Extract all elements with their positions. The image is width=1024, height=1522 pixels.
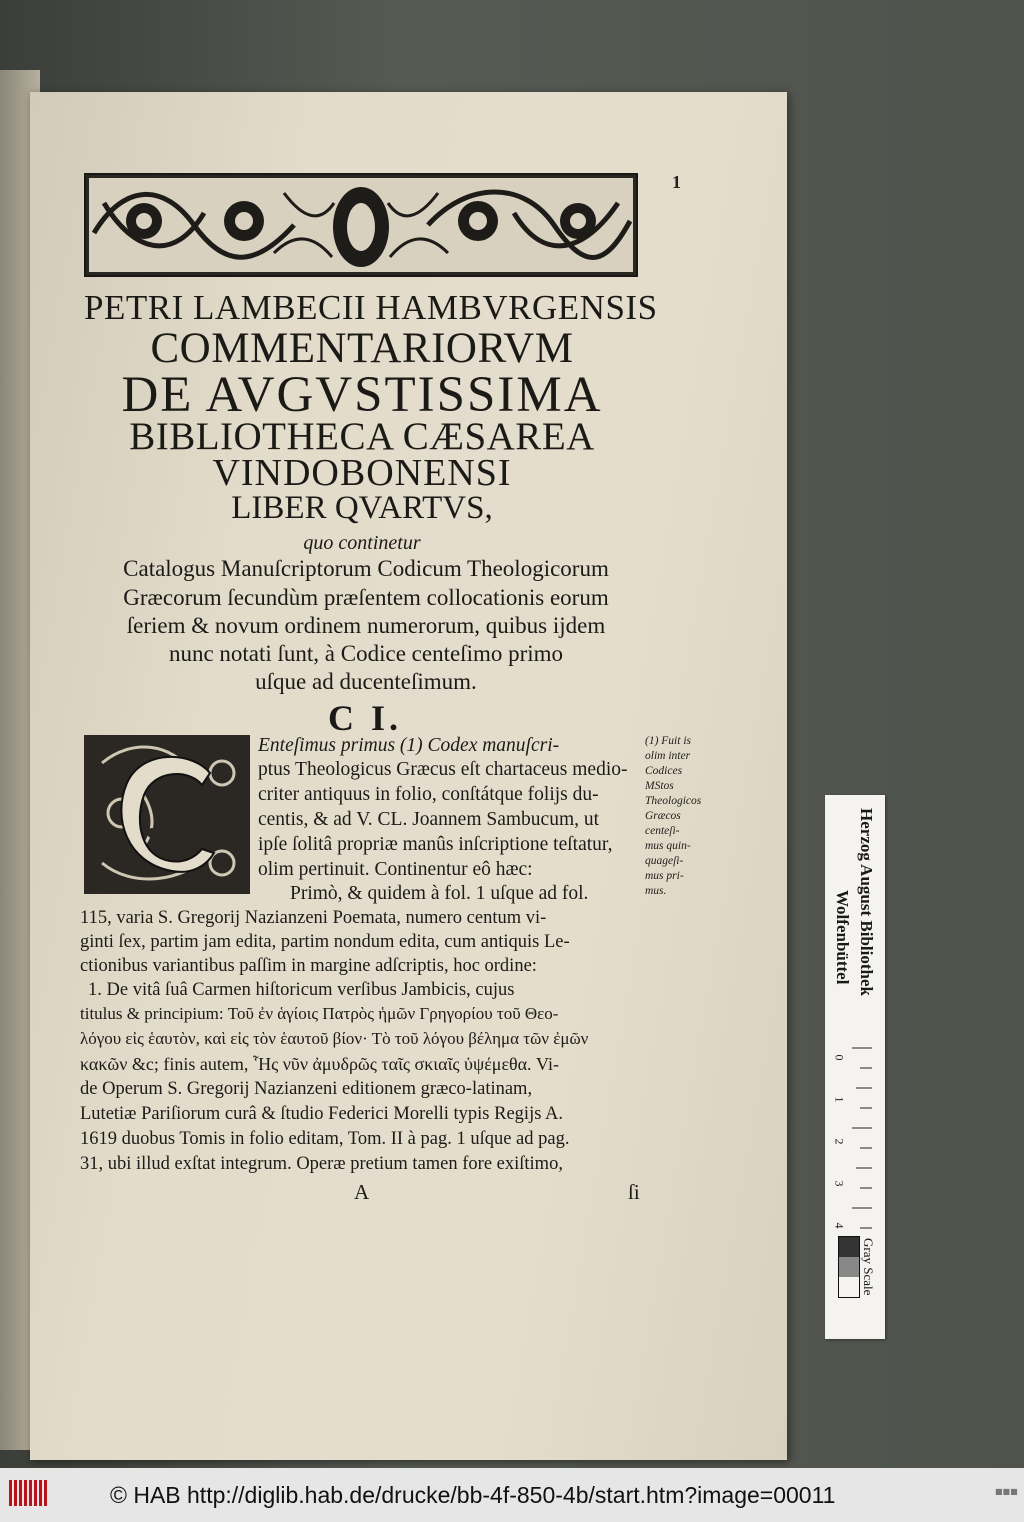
marginal-note-line: Codices [645, 765, 683, 777]
body-line: de Operum S. Gregorij Nazianzeni editionem græco-latinam, [80, 1079, 533, 1099]
hab-logo-icon [8, 1478, 50, 1508]
title-line-augustissima: DE AVGVSTISSIMA [121, 367, 603, 423]
body-line: ctionibus variantibus paſſim in margine adſcriptis, hoc ordine: [80, 956, 537, 976]
body-line: κακῶν &c; finis autem, Ἧς νῦν ἀμυδρῶς ταῖς σκιαῖς ὑψέμεθα. Vi- [80, 1054, 559, 1074]
marginal-note-line: mus pri- [645, 870, 684, 882]
gray-scale-patches [838, 1236, 860, 1298]
title-line-vindobonensi: VINDOBONENSI [212, 452, 512, 494]
title-line-liber: LIBER QVARTVS, [231, 490, 493, 526]
body-line: titulus & principium: Τοῦ ἐν ἁγίοις Πατρὸς ἡμῶν Γρηγορίου τοῦ Θεο- [80, 1004, 559, 1023]
marginal-note-line: (1) Fuit is [645, 735, 691, 747]
marginal-note-line: quageſi- [645, 855, 684, 867]
marginal-note-line: Græcos [645, 810, 681, 822]
marginal-note-line: Theologicos [645, 795, 702, 807]
ruler-number: 3 [832, 1180, 847, 1187]
body-line: λόγου εἰς ἑαυτὸν, καὶ εἰς τὸν ἑαυτοῦ βίον· Τὸ τοῦ λόγου βέλημα τῶν ἐμῶν [80, 1029, 589, 1048]
marginal-note-line: mus quin- [645, 840, 691, 852]
marginal-note-line: olim inter [645, 750, 691, 762]
marginal-note-line: MStos [645, 780, 674, 792]
catchword: ſi [628, 1180, 640, 1204]
body-line: ipſe ſolitâ propriæ manûs inſcriptione teſtatur, [258, 834, 613, 855]
body-line: ginti ſex, partim jam edita, partim nondum edita, cum antiquis Le- [80, 932, 570, 952]
ruler-number: 4 [832, 1222, 847, 1229]
ruler-ticks [852, 1040, 880, 1240]
catalog-line: ſeriem & novum ordinem numerorum, quibus ijdem [126, 613, 606, 638]
footer-dots-icon: ■■■ [995, 1487, 1018, 1496]
scale-library-city: Wolfenbüttel [833, 890, 852, 985]
ruler-number: 2 [832, 1138, 847, 1145]
body-line: 1. De vitâ ſuâ Carmen hiſtoricum verſibus Jambicis, cujus [88, 980, 515, 1000]
ruler-number: 0 [832, 1054, 847, 1061]
gray-scale-label: Gray Scale [861, 1238, 876, 1296]
title-author-line: PETRI LAMBECII HAMBVRGENSIS [84, 288, 658, 327]
catalog-line: Catalogus Manuſcriptorum Codicum Theologicorum [123, 556, 609, 581]
marginal-note-line: mus. [645, 885, 667, 897]
title-line-bibliotheca: BIBLIOTHECA CÆSAREA [129, 415, 595, 458]
body-line: 115, varia S. Gregorij Nazianzeni Poemata, numero centum vi- [80, 908, 547, 928]
body-line: centis, & ad V. CL. Joannem Sambucum, ut [258, 809, 600, 830]
signature-mark: A [354, 1180, 370, 1204]
catalog-line: uſque ad ducenteſimum. [255, 669, 477, 694]
copyright-url[interactable]: © HAB http://diglib.hab.de/drucke/bb-4f-850-4b/start.htm?image=00011 [110, 1482, 836, 1508]
body-line: Enteſimus primus (1) Codex manuſcri- [258, 735, 560, 756]
title-line-commentariorum: COMMENTARIORVM [150, 325, 574, 372]
body-line: 1619 duobus Tomis in folio editam, Tom. II à pag. 1 uſque ad pag. [80, 1129, 570, 1149]
body-line: ptus Theologicus Græcus eſt chartaceus medio- [258, 759, 628, 780]
marginal-note-line: centeſi- [645, 825, 680, 837]
catalog-line: nunc notati ſunt, à Codice centeſimo primo [168, 641, 564, 666]
body-line: olim pertinuit. Continentur eô hæc: [258, 859, 533, 880]
catalog-line: Græcorum ſecundùm præſentem collocationis eorum [123, 585, 609, 610]
body-line: Lutetiæ Pariſiorum curâ & ſtudio Federici Morelli typis Regijs A. [80, 1104, 563, 1124]
ruler-number: 1 [832, 1096, 847, 1103]
section-numeral: C I. [327, 698, 402, 738]
decorated-initial-icon [82, 733, 252, 896]
body-line: Primò, & quidem à fol. 1 uſque ad fol. [290, 883, 589, 904]
page-number: 1 [672, 172, 681, 192]
marginal-note [645, 734, 725, 899]
body-line: criter antiquus in folio, conſtátque folijs du- [258, 784, 599, 805]
body-line: 31, ubi illud exſtat integrum. Operæ pretium tamen fore exiſtimo, [80, 1154, 563, 1174]
scale-library-name: Herzog August Bibliothek [857, 808, 876, 996]
ornamental-headpiece [84, 173, 638, 277]
title-line-quo-continetur: quo continetur [303, 532, 421, 554]
